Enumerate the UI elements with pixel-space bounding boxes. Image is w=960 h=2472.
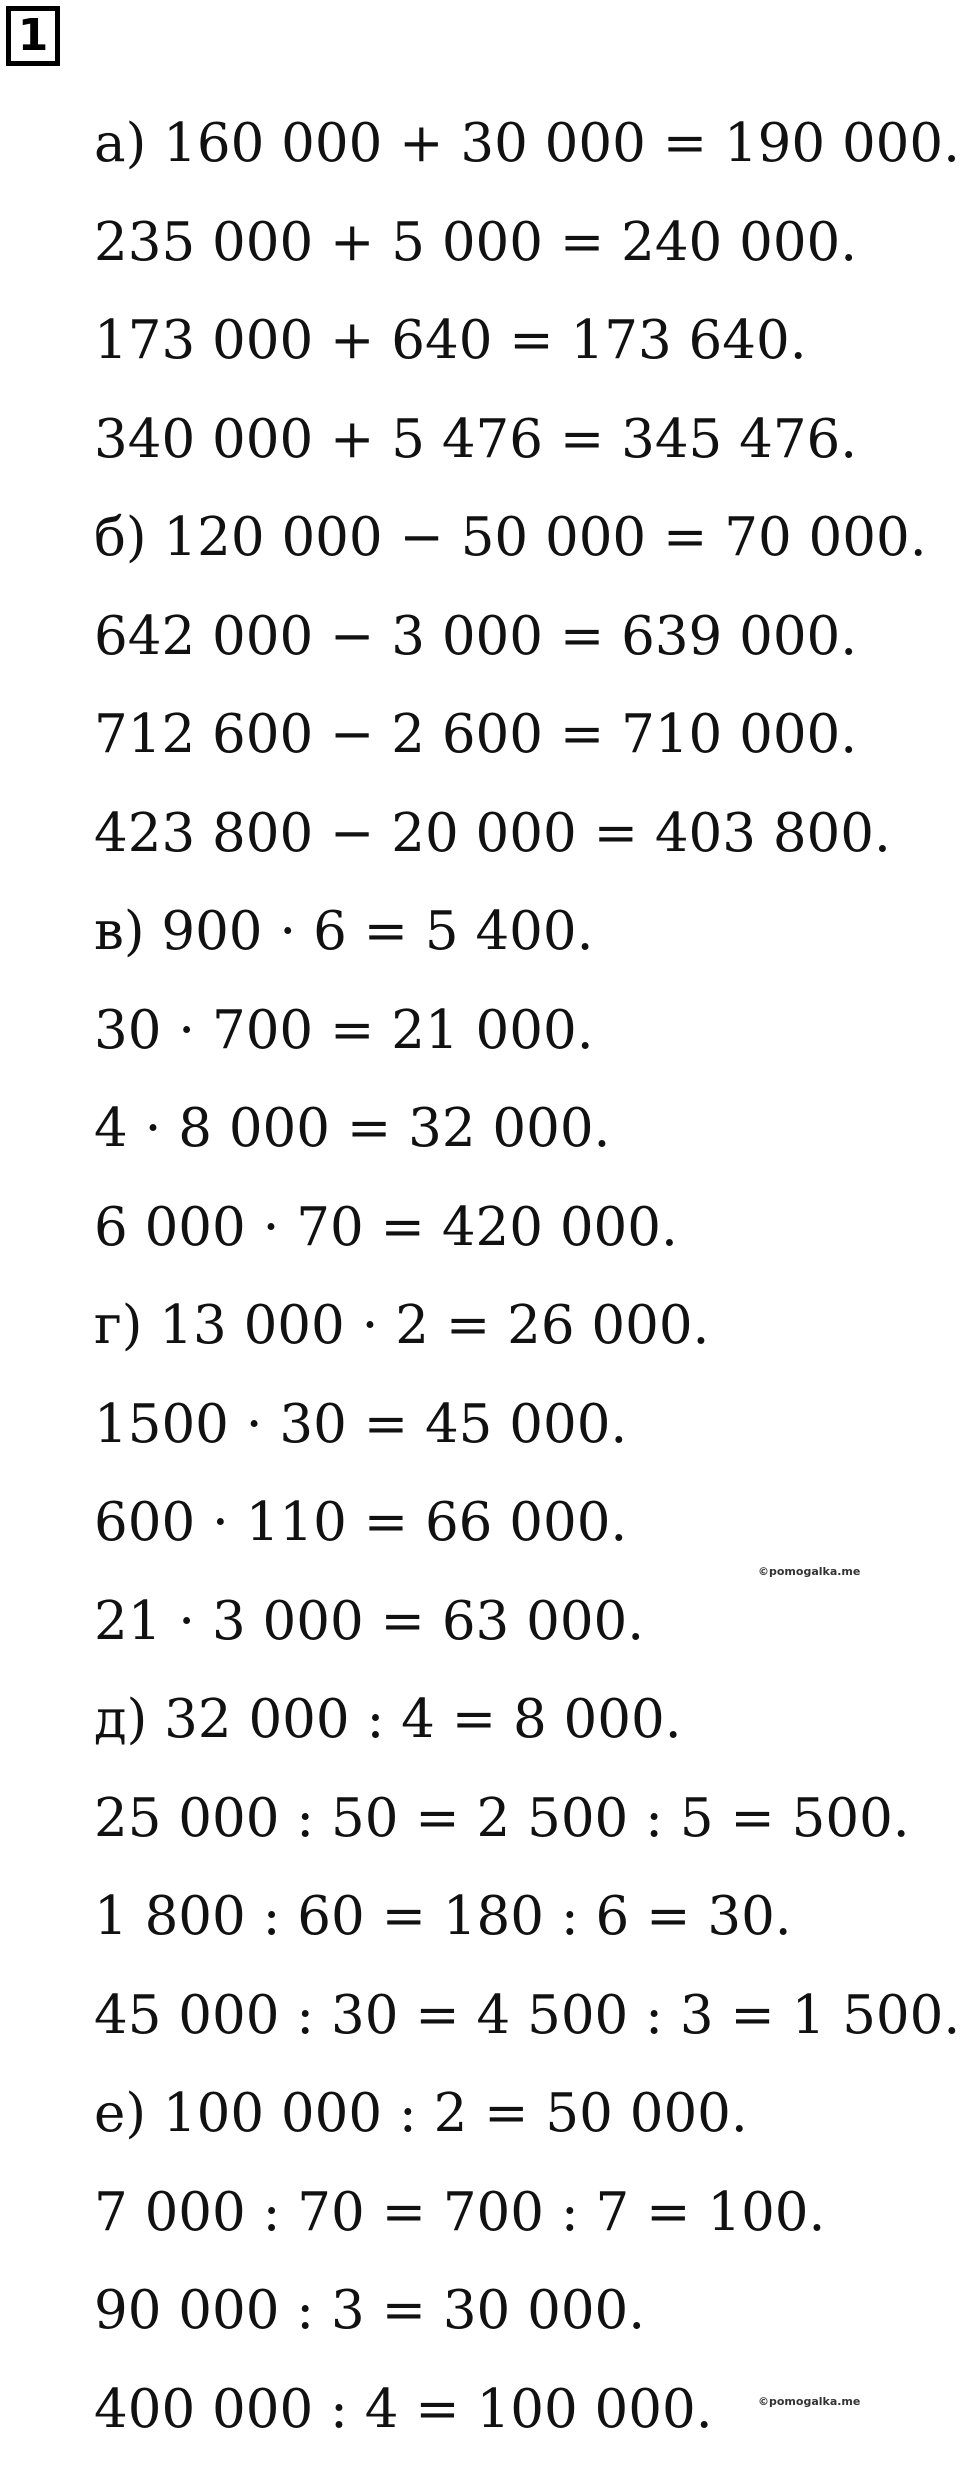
equation-line: а) 160 000 + 30 000 = 190 000. xyxy=(94,108,954,207)
equation-line: в) 900 · 6 = 5 400. xyxy=(94,896,954,995)
equation-line: г) 13 000 · 2 = 26 000. xyxy=(94,1290,954,1389)
equation-line: 1 800 : 60 = 180 : 6 = 30. xyxy=(94,1881,954,1980)
equation-line: 712 600 − 2 600 = 710 000. xyxy=(94,699,954,798)
equation-line: 25 000 : 50 = 2 500 : 5 = 500. xyxy=(94,1783,954,1882)
equation-line: 340 000 + 5 476 = 345 476. xyxy=(94,404,954,503)
equation-line: 642 000 − 3 000 = 639 000. xyxy=(94,601,954,700)
equation-line: 600 · 110 = 66 000. xyxy=(94,1487,954,1586)
solution-lines xyxy=(94,108,954,2472)
watermark: ©pomogalka.me xyxy=(758,2395,860,2408)
equation-line: 1500 · 30 = 45 000. xyxy=(94,1389,954,1488)
equation-line: 45 000 : 30 = 4 500 : 3 = 1 500. xyxy=(94,1980,954,2079)
equation-line: б) 120 000 − 50 000 = 70 000. xyxy=(94,502,954,601)
equation-line: д) 32 000 : 4 = 8 000. xyxy=(94,1684,954,1783)
equation-line: 423 800 − 20 000 = 403 800. xyxy=(94,798,954,897)
equation-line: 400 000 : 4 = 100 000. xyxy=(94,2374,954,2472)
equation-line: 235 000 + 5 000 = 240 000. xyxy=(94,207,954,306)
equation-line: 4 · 8 000 = 32 000. xyxy=(94,1093,954,1192)
equation-line: е) 100 000 : 2 = 50 000. xyxy=(94,2078,954,2177)
equation-line: 6 000 · 70 = 420 000. xyxy=(94,1192,954,1291)
equation-line: 90 000 : 3 = 30 000. xyxy=(94,2275,954,2374)
equation-line: 7 000 : 70 = 700 : 7 = 100. xyxy=(94,2177,954,2276)
equation-line: 173 000 + 640 = 173 640. xyxy=(94,305,954,404)
task-number-badge: 1 xyxy=(6,6,60,66)
equation-line: 30 · 700 = 21 000. xyxy=(94,995,954,1094)
watermark: ©pomogalka.me xyxy=(758,1565,860,1578)
equation-line: 21 · 3 000 = 63 000. xyxy=(94,1586,954,1685)
